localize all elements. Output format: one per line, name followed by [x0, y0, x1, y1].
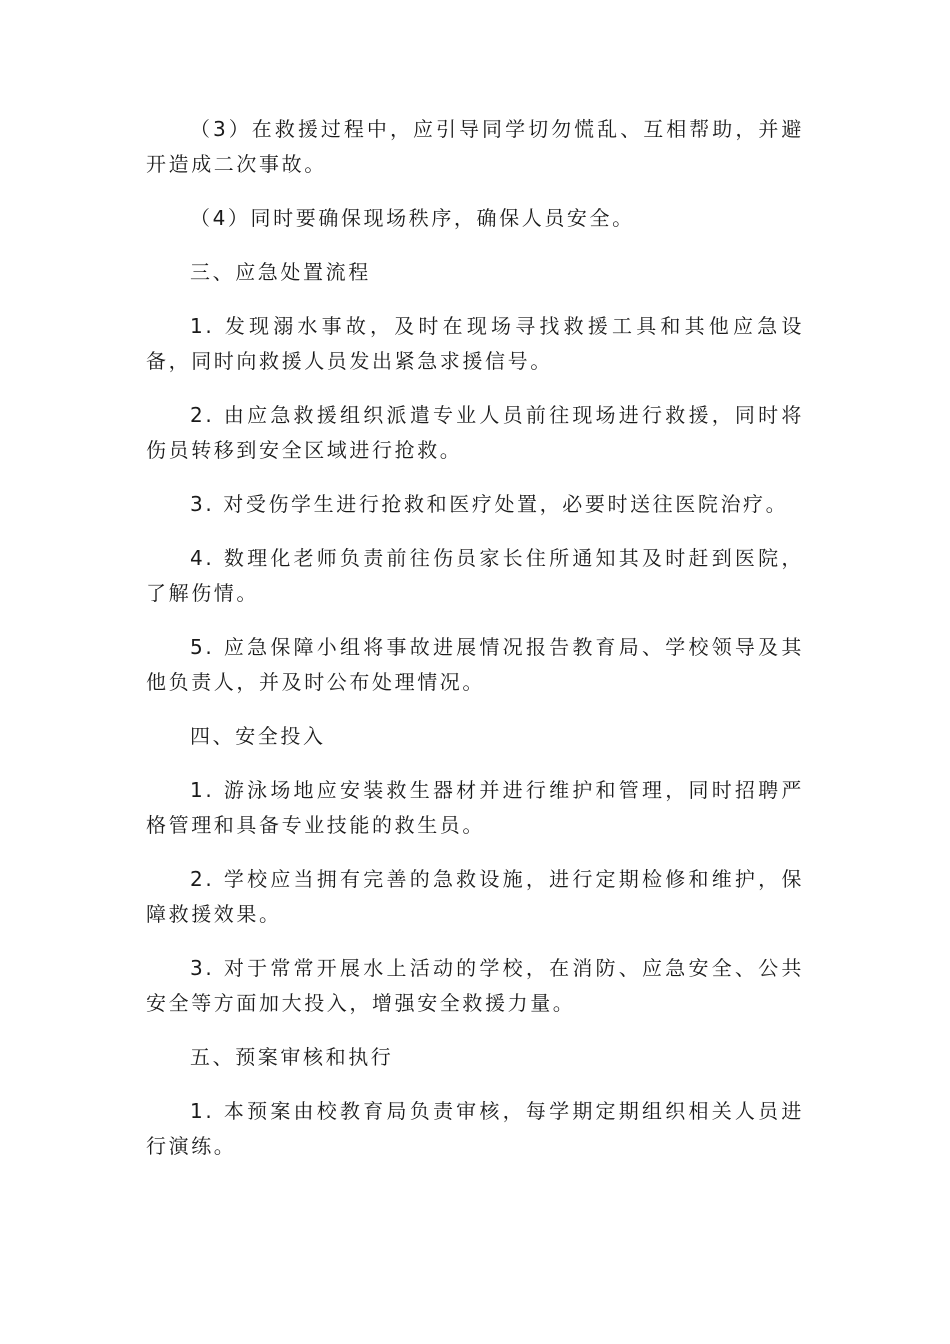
heading-section-5: 五、预案审核和执行: [190, 1045, 394, 1069]
para-process-2: 2. 由应急救援组织派遣专业人员前往现场进行救援，同时将伤员转移到安全区域进行抢救。: [146, 403, 804, 462]
para-rescue-3: （3）在救援过程中，应引导同学切勿慌乱、互相帮助，并避开造成二次事故。: [146, 117, 804, 176]
document-body: [146, 112, 804, 1183]
para-process-4: 4. 数理化老师负责前往伤员家长住所通知其及时赶到医院，了解伤情。: [146, 546, 804, 605]
heading-section-3: 三、应急处置流程: [190, 260, 371, 284]
para-process-1: 1. 发现溺水事故，及时在现场寻找救援工具和其他应急设备，同时向救援人员发出紧急求援信号。: [146, 314, 804, 373]
para-review-1: 1. 本预案由校教育局负责审核，每学期定期组织相关人员进行演练。: [146, 1099, 804, 1158]
para-process-5: 5. 应急保障小组将事故进展情况报告教育局、学校领导及其他负责人，并及时公布处理情况。: [146, 635, 804, 694]
heading-section-4: 四、安全投入: [190, 724, 326, 748]
para-investment-1: 1. 游泳场地应安装救生器材并进行维护和管理，同时招聘严格管理和具备专业技能的救生员。: [146, 778, 804, 837]
para-rescue-4: （4）同时要确保现场秩序，确保人员安全。: [190, 206, 635, 230]
para-investment-2: 2. 学校应当拥有完善的急救设施，进行定期检修和维护，保障救援效果。: [146, 867, 804, 926]
para-investment-3: 3. 对于常常开展水上活动的学校，在消防、应急安全、公共安全等方面加大投入，增强安全救援力量。: [146, 956, 804, 1015]
para-process-3: 3. 对受伤学生进行抢救和医疗处置，必要时送往医院治疗。: [190, 492, 789, 516]
